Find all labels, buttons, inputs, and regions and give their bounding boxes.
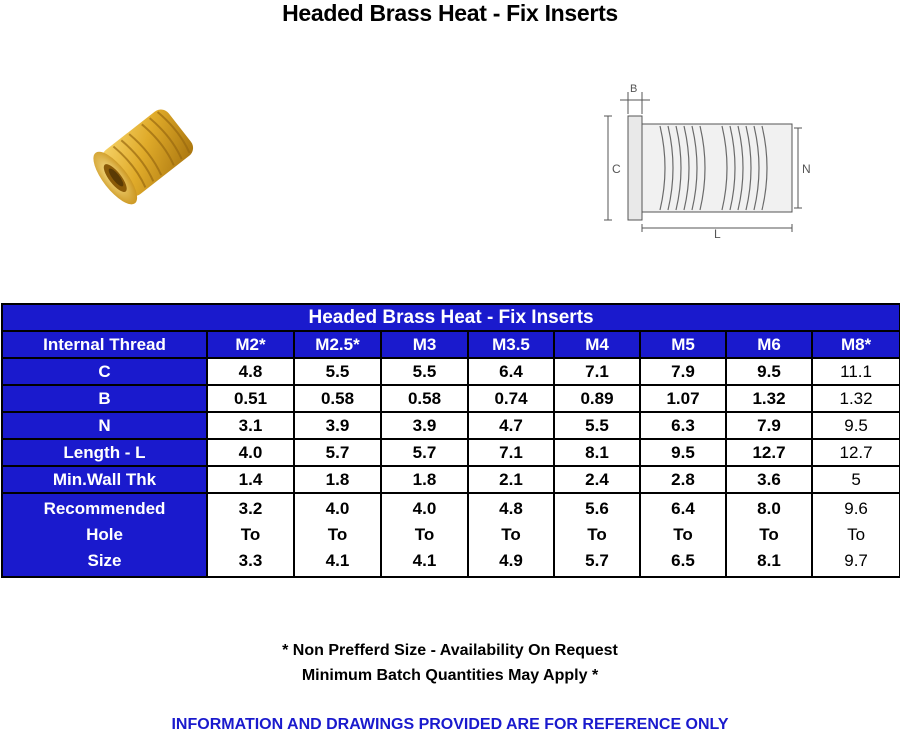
hole-from: 4.8 xyxy=(499,499,523,518)
header-size: M3 xyxy=(381,331,468,358)
hole-from: 5.6 xyxy=(585,499,609,518)
table-cell: 5.7 xyxy=(381,439,468,466)
table-row xyxy=(2,439,900,466)
table-cell xyxy=(640,493,726,577)
table-cell: 4.7 xyxy=(468,412,554,439)
hole-to: 4.9 xyxy=(499,551,523,570)
table-cell: 5.7 xyxy=(294,439,381,466)
label-line: Recommended xyxy=(43,499,166,518)
table-cell xyxy=(207,493,294,577)
table-cell: 3.9 xyxy=(294,412,381,439)
table-row xyxy=(2,412,900,439)
table-banner: Headed Brass Heat - Fix Inserts xyxy=(2,304,900,331)
dim-label-b: B xyxy=(630,83,638,95)
to-word: To xyxy=(759,525,779,544)
table-cell: 12.7 xyxy=(812,439,900,466)
hole-to: 6.5 xyxy=(671,551,695,570)
table-cell: 5.5 xyxy=(294,358,381,385)
table-header-row xyxy=(2,331,900,358)
header-size: M3.5 xyxy=(468,331,554,358)
table-cell: 7.9 xyxy=(640,358,726,385)
to-word: To xyxy=(327,525,348,544)
header-size: M2* xyxy=(207,331,294,358)
header-size: M4 xyxy=(554,331,640,358)
table-cell: 0.89 xyxy=(554,385,640,412)
label-line: Hole xyxy=(86,525,123,544)
to-word: To xyxy=(240,525,261,544)
hole-from: 9.6 xyxy=(844,499,868,518)
table-cell: 4.0 xyxy=(207,439,294,466)
table-cell: 1.8 xyxy=(381,466,468,493)
table-cell: 2.4 xyxy=(554,466,640,493)
table-cell: 4.8 xyxy=(207,358,294,385)
hole-from: 4.0 xyxy=(412,499,437,518)
table-cell: 1.4 xyxy=(207,466,294,493)
hole-to: 8.1 xyxy=(757,551,781,570)
table-cell: 12.7 xyxy=(726,439,812,466)
to-word: To xyxy=(414,525,435,544)
note-non-preferred: * Non Prefferd Size - Availability On Request xyxy=(282,642,618,659)
hole-to: 3.3 xyxy=(238,551,263,570)
table-cell: 1.07 xyxy=(640,385,726,412)
header-internal-thread: Internal Thread xyxy=(2,331,207,358)
table-cell: 1.32 xyxy=(726,385,812,412)
table-cell: 5.5 xyxy=(554,412,640,439)
header-size: M8* xyxy=(812,331,900,358)
to-word: To xyxy=(847,525,866,544)
spec-table xyxy=(1,303,900,578)
table-cell xyxy=(812,493,900,577)
table-row xyxy=(2,358,900,385)
table-cell: 6.3 xyxy=(640,412,726,439)
table-cell: 0.58 xyxy=(381,385,468,412)
row-label: C xyxy=(2,358,207,385)
table-cell: 7.9 xyxy=(726,412,812,439)
table-cell xyxy=(554,493,640,577)
hole-from: 3.2 xyxy=(238,499,263,518)
dim-label-l: L xyxy=(714,227,721,241)
dim-label-c: C xyxy=(612,162,621,176)
header-size: M6 xyxy=(726,331,812,358)
header-size: M5 xyxy=(640,331,726,358)
table-cell: 3.9 xyxy=(381,412,468,439)
table-cell: 9.5 xyxy=(726,358,812,385)
table-cell: 2.1 xyxy=(468,466,554,493)
brass-insert-photo xyxy=(78,95,218,215)
table-cell xyxy=(381,493,468,577)
row-label: Min.Wall Thk xyxy=(2,466,207,493)
table-cell: 0.51 xyxy=(207,385,294,412)
to-word: To xyxy=(587,525,607,544)
table-banner-row xyxy=(2,304,900,331)
table-cell xyxy=(726,493,812,577)
hole-from: 8.0 xyxy=(757,499,781,518)
table-cell: 5 xyxy=(812,466,900,493)
table-cell: 1.32 xyxy=(812,385,900,412)
table-cell xyxy=(294,493,381,577)
hole-to: 4.1 xyxy=(325,551,350,570)
table-cell: 8.1 xyxy=(554,439,640,466)
label-line: Size xyxy=(87,551,122,570)
table-row xyxy=(2,466,900,493)
hole-from: 4.0 xyxy=(325,499,350,518)
table-cell: 2.8 xyxy=(640,466,726,493)
table-cell: 3.1 xyxy=(207,412,294,439)
table-cell: 3.6 xyxy=(726,466,812,493)
table-cell: 7.1 xyxy=(554,358,640,385)
table-cell: 11.1 xyxy=(812,358,900,385)
table-cell: 6.4 xyxy=(468,358,554,385)
table-row xyxy=(2,385,900,412)
table-cell: 9.5 xyxy=(640,439,726,466)
hole-from: 6.4 xyxy=(671,499,695,518)
note-batch-quantities: Minimum Batch Quantities May Apply * xyxy=(301,667,599,684)
row-label: N xyxy=(2,412,207,439)
table-cell: 0.58 xyxy=(294,385,381,412)
table-cell: 9.5 xyxy=(812,412,900,439)
reference-disclaimer: INFORMATION AND DRAWINGS PROVIDED ARE FOR REFERENCE ONLY xyxy=(171,716,729,733)
to-word: To xyxy=(501,525,521,544)
hole-to: 5.7 xyxy=(585,551,609,570)
table-cell xyxy=(468,493,554,577)
hole-to: 4.1 xyxy=(412,551,437,570)
header-size: M2.5* xyxy=(294,331,381,358)
table-cell: 5.5 xyxy=(381,358,468,385)
to-word: To xyxy=(673,525,693,544)
table-cell: 1.8 xyxy=(294,466,381,493)
table-row-recommended xyxy=(2,493,900,577)
page-title: Headed Brass Heat - Fix Inserts xyxy=(282,0,618,26)
hole-to: 9.7 xyxy=(844,551,868,570)
row-label: B xyxy=(2,385,207,412)
row-label: Length - L xyxy=(2,439,207,466)
insert-dimension-drawing xyxy=(598,78,813,243)
table-cell: 7.1 xyxy=(468,439,554,466)
row-label-recommended xyxy=(2,493,207,577)
table-cell: 0.74 xyxy=(468,385,554,412)
dim-label-n: N xyxy=(802,162,811,176)
